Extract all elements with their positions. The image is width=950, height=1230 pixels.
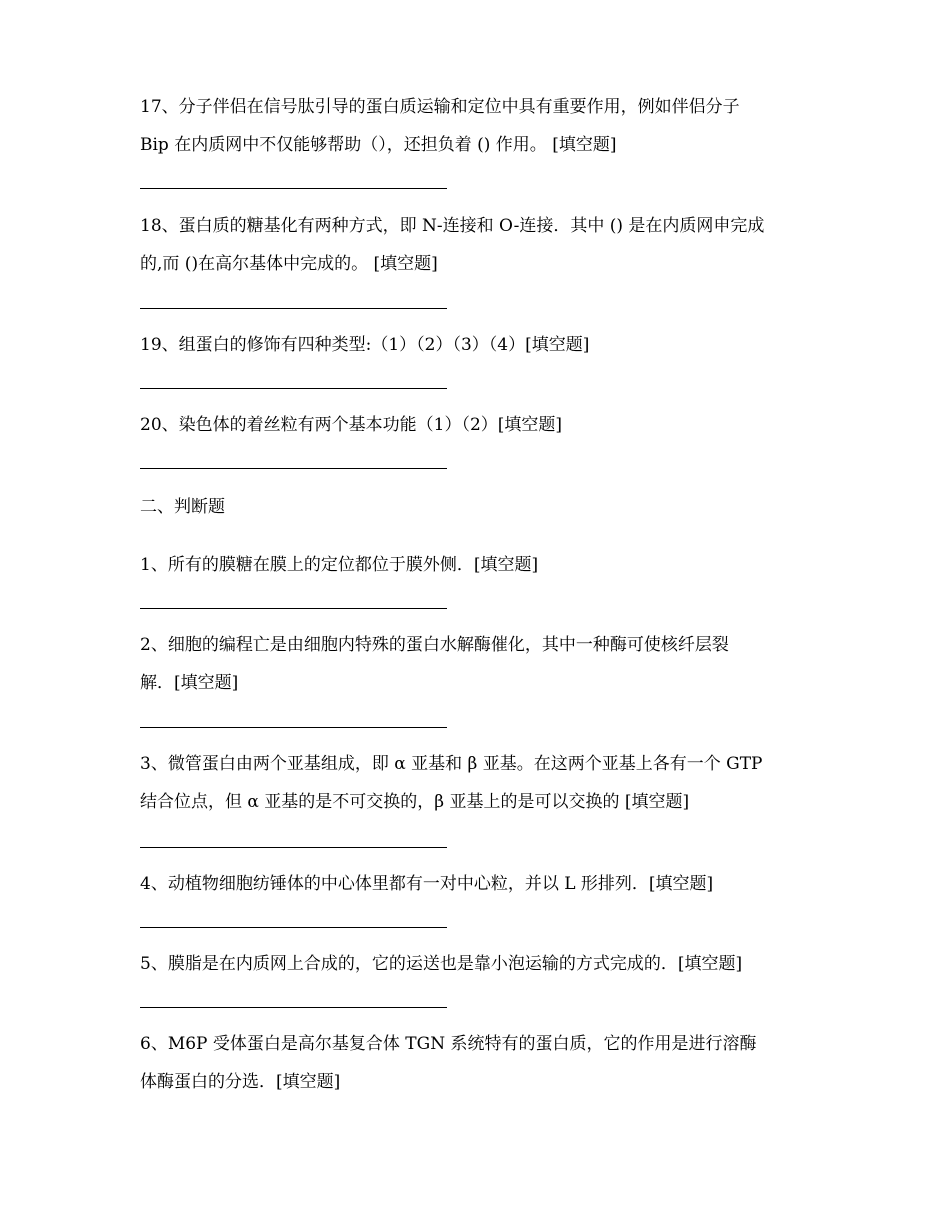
answer-blank[interactable] — [140, 308, 447, 309]
question-text-line: 结合位点，但 α 亚基的是不可交换的，β 亚基上的是可以交换的 [填空题] — [140, 792, 690, 812]
answer-blank[interactable] — [140, 608, 447, 609]
judgment-question-6 — [140, 1025, 820, 1101]
judgment-question-5 — [140, 945, 820, 983]
question-text-line: Bip 在内质网中不仅能够帮助（），还担负着 () 作用。 [填空题] — [140, 135, 617, 155]
answer-blank[interactable] — [140, 1007, 447, 1008]
section-heading — [140, 488, 820, 526]
answer-blank[interactable] — [140, 388, 447, 389]
question-text-line: 解．[填空题] — [140, 673, 239, 693]
question-17 — [140, 88, 820, 164]
answer-blank[interactable] — [140, 727, 447, 728]
answer-blank[interactable] — [140, 847, 447, 848]
judgment-question-1 — [140, 546, 820, 584]
question-20 — [140, 406, 820, 444]
judgment-question-4 — [140, 865, 820, 903]
question-text-line: 体酶蛋白的分选．[填空题] — [140, 1072, 341, 1092]
question-text-line: 18、蛋白质的糖基化有两种方式，即 N-连接和 O-连接．其中 () 是在内质网申完成 — [140, 216, 765, 236]
question-text-line: 6、M6P 受体蛋白是高尔基复合体 TGN 系统特有的蛋白质，它的作用是进行溶酶 — [140, 1034, 757, 1054]
question-text-line: 1、所有的膜糖在膜上的定位都位于膜外侧．[填空题] — [140, 555, 539, 575]
question-text-line: 20、染色体的着丝粒有两个基本功能（1）（2）[填空题] — [140, 415, 563, 435]
answer-blank[interactable] — [140, 468, 447, 469]
judgment-question-2 — [140, 626, 820, 702]
answer-blank[interactable] — [140, 188, 447, 189]
question-text-line: 4、动植物细胞纺锤体的中心体里都有一对中心粒，并以 L 形排列．[填空题] — [140, 874, 714, 894]
judgment-question-3 — [140, 745, 820, 821]
question-text-line: 的,而 ()在高尔基体中完成的。 [填空题] — [140, 254, 438, 274]
question-text-line: 5、膜脂是在内质网上合成的，它的运送也是靠小泡运输的方式完成的．[填空题] — [140, 954, 743, 974]
section-heading-text: 二、判断题 — [140, 497, 225, 517]
answer-blank[interactable] — [140, 927, 447, 928]
question-text-line: 19、组蛋白的修饰有四种类型:（1）（2）（3）（4）[填空题] — [140, 335, 590, 355]
question-18 — [140, 207, 820, 283]
question-text-line: 3、微管蛋白由两个亚基组成，即 α 亚基和 β 亚基。在这两个亚基上各有一个 GTP — [140, 754, 763, 774]
question-19 — [140, 326, 820, 364]
question-text-line: 17、分子伴侣在信号肽引导的蛋白质运输和定位中具有重要作用，例如伴侣分子 — [140, 97, 740, 117]
question-text-line: 2、细胞的编程亡是由细胞内特殊的蛋白水解酶催化，其中一种酶可使核纤层裂 — [140, 635, 729, 655]
